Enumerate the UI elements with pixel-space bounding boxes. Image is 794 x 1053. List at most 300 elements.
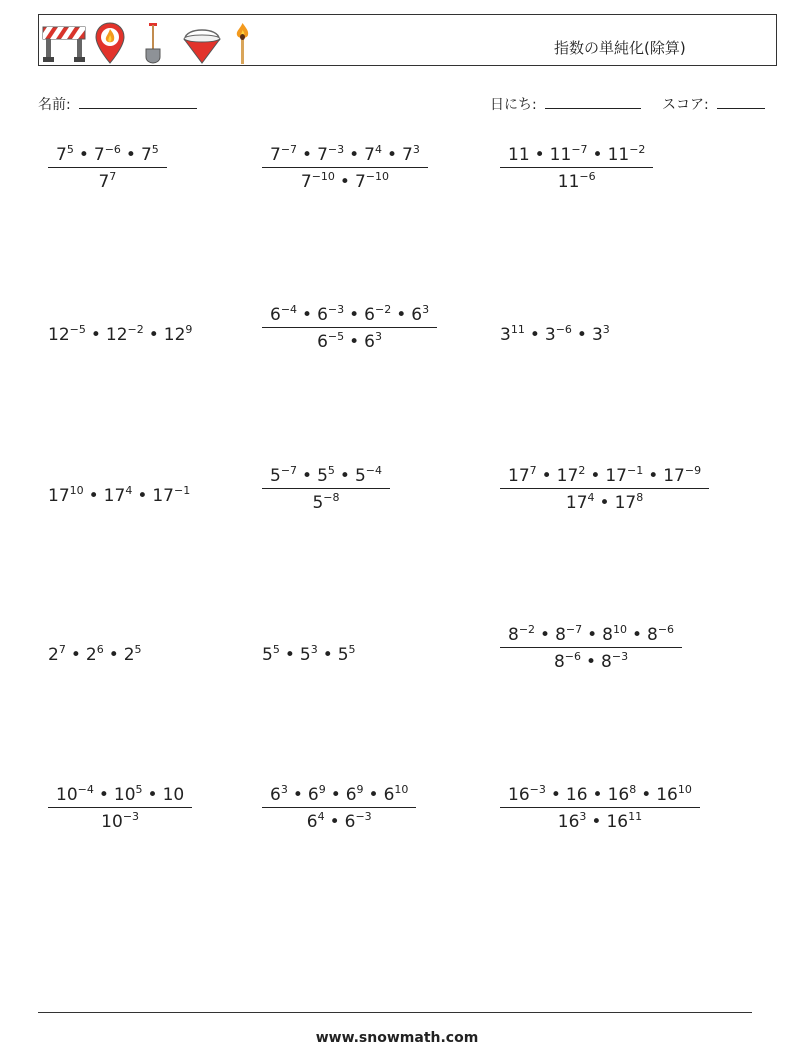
term-base: 11 <box>508 145 530 165</box>
term-base: 16 <box>508 785 530 805</box>
term-exponent: 7 <box>529 464 537 477</box>
term-base: 7 <box>98 172 110 192</box>
power-term <box>106 325 144 345</box>
fraction <box>48 785 192 832</box>
term-exponent: 7 <box>109 170 117 183</box>
fraction <box>500 466 709 513</box>
product-expression <box>48 325 192 345</box>
fraction <box>262 305 437 352</box>
power-term <box>141 145 159 165</box>
term-exponent: −10 <box>365 170 389 183</box>
term-base: 17 <box>565 493 588 513</box>
fraction <box>500 145 653 192</box>
multiply-dot: • <box>529 325 540 345</box>
term-exponent: −4 <box>77 783 94 796</box>
term-exponent: 4 <box>374 143 382 156</box>
exponent-problem <box>500 145 653 192</box>
term-exponent: 10 <box>69 484 84 497</box>
power-term <box>508 785 546 805</box>
term-exponent: 3 <box>412 143 420 156</box>
power-term <box>500 325 525 345</box>
name-blank[interactable] <box>79 94 197 109</box>
multiply-dot: • <box>534 145 545 165</box>
power-term <box>104 486 133 506</box>
term-exponent: −6 <box>104 143 121 156</box>
term-exponent: 4 <box>587 491 595 504</box>
multiply-dot: • <box>541 466 552 486</box>
term-base: 17 <box>605 466 627 486</box>
term-exponent: 4 <box>125 484 133 497</box>
term-exponent: −3 <box>611 650 629 663</box>
exponent-problem <box>262 145 428 192</box>
multiply-dot: • <box>592 785 603 805</box>
power-term <box>163 785 185 805</box>
term-exponent: 5 <box>327 464 335 477</box>
power-term <box>114 785 143 805</box>
term-base: 3 <box>544 325 556 345</box>
term-base: 10 <box>162 785 185 805</box>
term-base: 12 <box>105 325 128 345</box>
term-exponent: 5 <box>135 783 143 796</box>
power-term <box>48 325 86 345</box>
term-exponent: 2 <box>578 464 586 477</box>
term-base: 7 <box>300 172 312 192</box>
term-exponent: −7 <box>565 623 583 636</box>
power-term <box>545 325 572 345</box>
multiply-dot: • <box>339 466 350 486</box>
multiply-dot: • <box>368 785 379 805</box>
power-term <box>164 325 193 345</box>
numerator <box>48 785 192 807</box>
term-exponent: 11 <box>628 810 643 823</box>
denominator <box>262 168 428 192</box>
term-exponent: 3 <box>602 323 610 336</box>
power-term <box>300 645 318 665</box>
multiply-dot: • <box>88 486 99 506</box>
term-base: 7 <box>317 145 328 165</box>
shovel-icon <box>141 21 165 65</box>
multiply-dot: • <box>550 785 561 805</box>
power-term <box>364 305 391 325</box>
multiply-dot: • <box>590 466 601 486</box>
power-term <box>566 785 588 805</box>
power-term <box>317 466 335 486</box>
term-exponent: 4 <box>317 810 325 823</box>
power-term <box>558 172 596 192</box>
term-base: 6 <box>344 812 356 832</box>
numerator <box>262 785 416 807</box>
power-term <box>601 652 628 672</box>
term-base: 6 <box>306 812 318 832</box>
term-exponent: −5 <box>69 323 86 336</box>
power-term <box>558 812 587 832</box>
power-term <box>338 645 356 665</box>
score-blank[interactable] <box>717 94 765 109</box>
power-term <box>663 466 701 486</box>
multiply-dot: • <box>576 325 587 345</box>
term-base: 8 <box>508 625 519 645</box>
term-base: 11 <box>607 145 630 165</box>
power-term <box>402 145 420 165</box>
power-term <box>346 785 364 805</box>
multiply-dot: • <box>648 466 659 486</box>
power-term <box>152 486 190 506</box>
term-base: 6 <box>364 305 375 325</box>
term-base: 6 <box>364 332 375 352</box>
multiply-dot: • <box>302 145 313 165</box>
term-exponent: −3 <box>327 303 345 316</box>
multiply-dot: • <box>70 645 81 665</box>
term-exponent: −9 <box>684 464 702 477</box>
term-exponent: 9 <box>356 783 364 796</box>
term-base: 6 <box>383 785 395 805</box>
footer-divider <box>38 1012 752 1013</box>
exponent-problem <box>500 625 682 672</box>
numerator <box>500 625 682 647</box>
power-term <box>557 466 586 486</box>
exponent-problem <box>48 325 192 345</box>
term-exponent: −6 <box>657 623 675 636</box>
fraction <box>262 145 428 192</box>
multiply-dot: • <box>302 305 313 325</box>
term-exponent: 5 <box>348 643 356 656</box>
road-barrier-icon <box>41 21 87 65</box>
exponent-problem <box>48 486 190 506</box>
denominator <box>500 168 653 192</box>
term-exponent: −10 <box>311 170 335 183</box>
multiply-dot: • <box>78 145 89 165</box>
term-base: 16 <box>557 812 580 832</box>
power-term <box>124 645 142 665</box>
burning-match-icon <box>231 21 255 65</box>
power-term <box>94 145 121 165</box>
multiply-dot: • <box>349 305 360 325</box>
term-exponent: −2 <box>374 303 392 316</box>
multiply-dot: • <box>349 145 360 165</box>
multiply-dot: • <box>125 145 136 165</box>
term-exponent: −3 <box>327 143 345 156</box>
fraction <box>500 785 700 832</box>
power-term <box>554 652 581 672</box>
term-exponent: −5 <box>327 330 345 343</box>
term-exponent: −2 <box>518 623 536 636</box>
term-exponent: 10 <box>677 783 692 796</box>
term-exponent: 10 <box>612 623 627 636</box>
power-term <box>355 172 389 192</box>
power-term <box>608 785 637 805</box>
multiply-dot: • <box>108 645 119 665</box>
power-term <box>508 145 530 165</box>
numerator <box>262 466 390 488</box>
power-term <box>312 493 339 513</box>
numerator <box>500 145 653 167</box>
term-base: 10 <box>113 785 136 805</box>
date-label: 日にち: <box>490 97 537 113</box>
power-term <box>364 332 382 352</box>
power-term <box>98 172 116 192</box>
exponent-problem <box>262 645 356 665</box>
term-base: 8 <box>555 625 566 645</box>
power-term <box>270 466 297 486</box>
term-base: 8 <box>601 652 612 672</box>
power-term <box>550 145 588 165</box>
term-exponent: −3 <box>122 810 140 823</box>
term-exponent: 9 <box>318 783 326 796</box>
multiply-dot: • <box>349 332 360 352</box>
power-term <box>656 785 692 805</box>
name-field <box>38 94 197 114</box>
term-base: 17 <box>152 486 174 506</box>
footer-website: www.snowmath.com <box>315 1030 479 1046</box>
power-term <box>317 332 344 352</box>
denominator <box>48 808 192 832</box>
multiply-dot: • <box>631 625 643 645</box>
power-term <box>270 305 297 325</box>
term-exponent: 5 <box>134 643 142 656</box>
term-exponent: −3 <box>529 783 546 796</box>
multiply-dot: • <box>329 812 340 832</box>
term-base: 8 <box>553 652 565 672</box>
term-exponent: 3 <box>374 330 382 343</box>
term-base: 8 <box>647 625 658 645</box>
multiply-dot: • <box>396 305 407 325</box>
term-exponent: −6 <box>555 323 572 336</box>
term-base: 2 <box>85 645 97 665</box>
term-exponent: 3 <box>422 303 430 316</box>
power-term <box>101 812 139 832</box>
multiply-dot: • <box>641 785 652 805</box>
power-term <box>48 645 66 665</box>
exponent-problem <box>262 466 390 513</box>
term-exponent: 5 <box>151 143 159 156</box>
power-term <box>364 145 382 165</box>
term-exponent: −2 <box>629 143 646 156</box>
denominator <box>500 808 700 832</box>
term-base: 17 <box>663 466 685 486</box>
term-base: 17 <box>508 466 530 486</box>
term-base: 12 <box>48 325 70 345</box>
term-exponent: −4 <box>365 464 382 477</box>
term-base: 10 <box>101 812 123 832</box>
power-term <box>605 466 643 486</box>
power-term <box>384 785 409 805</box>
score-field <box>662 94 765 114</box>
denominator <box>48 168 167 192</box>
term-base: 17 <box>103 486 126 506</box>
term-exponent: 11 <box>510 323 525 336</box>
term-exponent: −7 <box>280 464 298 477</box>
product-expression <box>500 325 610 345</box>
term-base: 5 <box>317 466 328 486</box>
term-base: 10 <box>56 785 78 805</box>
term-base: 7 <box>93 145 105 165</box>
multiply-dot: • <box>386 145 398 165</box>
exponent-problem <box>262 305 437 352</box>
term-base: 6 <box>270 785 281 805</box>
term-exponent: −1 <box>173 484 191 497</box>
denominator <box>262 808 416 832</box>
name-label: 名前: <box>38 97 71 113</box>
exponent-problem <box>48 645 142 665</box>
term-base: 6 <box>270 305 281 325</box>
term-base: 8 <box>602 625 613 645</box>
term-base: 16 <box>565 785 588 805</box>
term-exponent: 8 <box>636 491 644 504</box>
term-exponent: 3 <box>280 783 288 796</box>
power-term <box>48 486 84 506</box>
denominator <box>500 489 709 513</box>
term-base: 11 <box>557 172 580 192</box>
denominator <box>500 648 682 672</box>
term-base: 17 <box>556 466 579 486</box>
term-exponent: −8 <box>323 491 340 504</box>
multiply-dot: • <box>302 466 313 486</box>
multiply-dot: • <box>330 785 341 805</box>
score-label: スコア: <box>662 97 709 113</box>
power-term <box>602 625 627 645</box>
multiply-dot: • <box>292 785 303 805</box>
numerator <box>500 785 700 807</box>
numerator <box>500 466 709 488</box>
power-term <box>308 785 326 805</box>
product-expression <box>262 645 356 665</box>
term-exponent: 8 <box>629 783 637 796</box>
term-base: 5 <box>270 466 281 486</box>
date-blank[interactable] <box>545 94 641 109</box>
multiply-dot: • <box>147 785 158 805</box>
multiply-dot: • <box>98 785 109 805</box>
term-base: 7 <box>140 145 152 165</box>
term-base: 5 <box>337 645 349 665</box>
term-exponent: −7 <box>280 143 298 156</box>
fraction <box>262 466 390 513</box>
power-term <box>355 466 382 486</box>
term-base: 6 <box>317 305 328 325</box>
term-base: 17 <box>48 486 70 506</box>
power-term <box>307 812 325 832</box>
multiply-dot: • <box>599 493 610 513</box>
term-exponent: −6 <box>579 170 596 183</box>
power-term <box>262 645 280 665</box>
term-base: 5 <box>299 645 311 665</box>
worksheet-title: 指数の単純化(除算) <box>554 39 686 57</box>
term-exponent: −3 <box>355 810 372 823</box>
multiply-dot: • <box>586 652 597 672</box>
term-base: 16 <box>656 785 678 805</box>
power-term <box>608 145 646 165</box>
denominator <box>262 328 437 352</box>
fraction <box>48 145 167 192</box>
multiply-dot: • <box>284 645 295 665</box>
product-expression <box>48 645 142 665</box>
power-term <box>555 625 582 645</box>
term-exponent: 6 <box>96 643 104 656</box>
exponent-problem <box>262 785 416 832</box>
term-base: 2 <box>123 645 135 665</box>
term-exponent: 10 <box>394 783 409 796</box>
fraction <box>500 625 682 672</box>
term-exponent: −4 <box>280 303 298 316</box>
power-term <box>647 625 674 645</box>
term-exponent: −7 <box>571 143 588 156</box>
term-exponent: −2 <box>127 323 144 336</box>
multiply-dot: • <box>90 325 101 345</box>
exponent-problem <box>48 785 192 832</box>
term-exponent: 5 <box>272 643 280 656</box>
term-exponent: 3 <box>310 643 318 656</box>
term-exponent: 7 <box>58 643 66 656</box>
multiply-dot: • <box>137 486 148 506</box>
term-base: 6 <box>411 305 423 325</box>
multiply-dot: • <box>322 645 333 665</box>
power-term <box>301 172 335 192</box>
term-base: 7 <box>56 145 67 165</box>
power-term <box>592 325 610 345</box>
multiply-dot: • <box>591 812 602 832</box>
term-exponent: 3 <box>579 810 587 823</box>
denominator <box>262 489 390 513</box>
numerator <box>262 145 428 167</box>
date-field <box>490 94 641 114</box>
power-term <box>508 625 535 645</box>
term-exponent: 9 <box>185 323 193 336</box>
term-base: 6 <box>345 785 357 805</box>
power-term <box>86 645 104 665</box>
multiply-dot: • <box>540 625 551 645</box>
power-term <box>345 812 372 832</box>
multiply-dot: • <box>148 325 159 345</box>
power-term <box>508 466 537 486</box>
term-base: 3 <box>591 325 603 345</box>
power-term <box>56 145 74 165</box>
multiply-dot: • <box>592 145 603 165</box>
term-base: 12 <box>163 325 186 345</box>
term-exponent: −1 <box>626 464 644 477</box>
term-base: 5 <box>354 466 366 486</box>
term-exponent: 5 <box>66 143 74 156</box>
exponent-problem <box>500 325 610 345</box>
exponent-problem <box>500 466 709 513</box>
numerator <box>262 305 437 327</box>
power-term <box>615 493 644 513</box>
term-base: 5 <box>312 493 324 513</box>
term-base: 7 <box>402 145 413 165</box>
fraction <box>262 785 416 832</box>
power-term <box>411 305 429 325</box>
power-term <box>317 145 344 165</box>
term-base: 6 <box>307 785 319 805</box>
term-base: 7 <box>354 172 366 192</box>
term-base: 7 <box>270 145 281 165</box>
product-expression <box>48 486 190 506</box>
exponent-problem <box>48 145 167 192</box>
term-base: 16 <box>606 812 629 832</box>
term-base: 2 <box>48 645 59 665</box>
exponent-problem <box>500 785 700 832</box>
term-base: 7 <box>364 145 375 165</box>
term-base: 5 <box>262 645 273 665</box>
term-base: 16 <box>607 785 630 805</box>
term-base: 3 <box>500 325 511 345</box>
power-term <box>566 493 595 513</box>
term-exponent: −6 <box>564 650 582 663</box>
multiply-dot: • <box>339 172 350 192</box>
fire-bucket-icon <box>179 21 225 65</box>
term-base: 11 <box>549 145 572 165</box>
numerator <box>48 145 167 167</box>
worksheet-header <box>38 14 777 66</box>
power-term <box>270 785 288 805</box>
